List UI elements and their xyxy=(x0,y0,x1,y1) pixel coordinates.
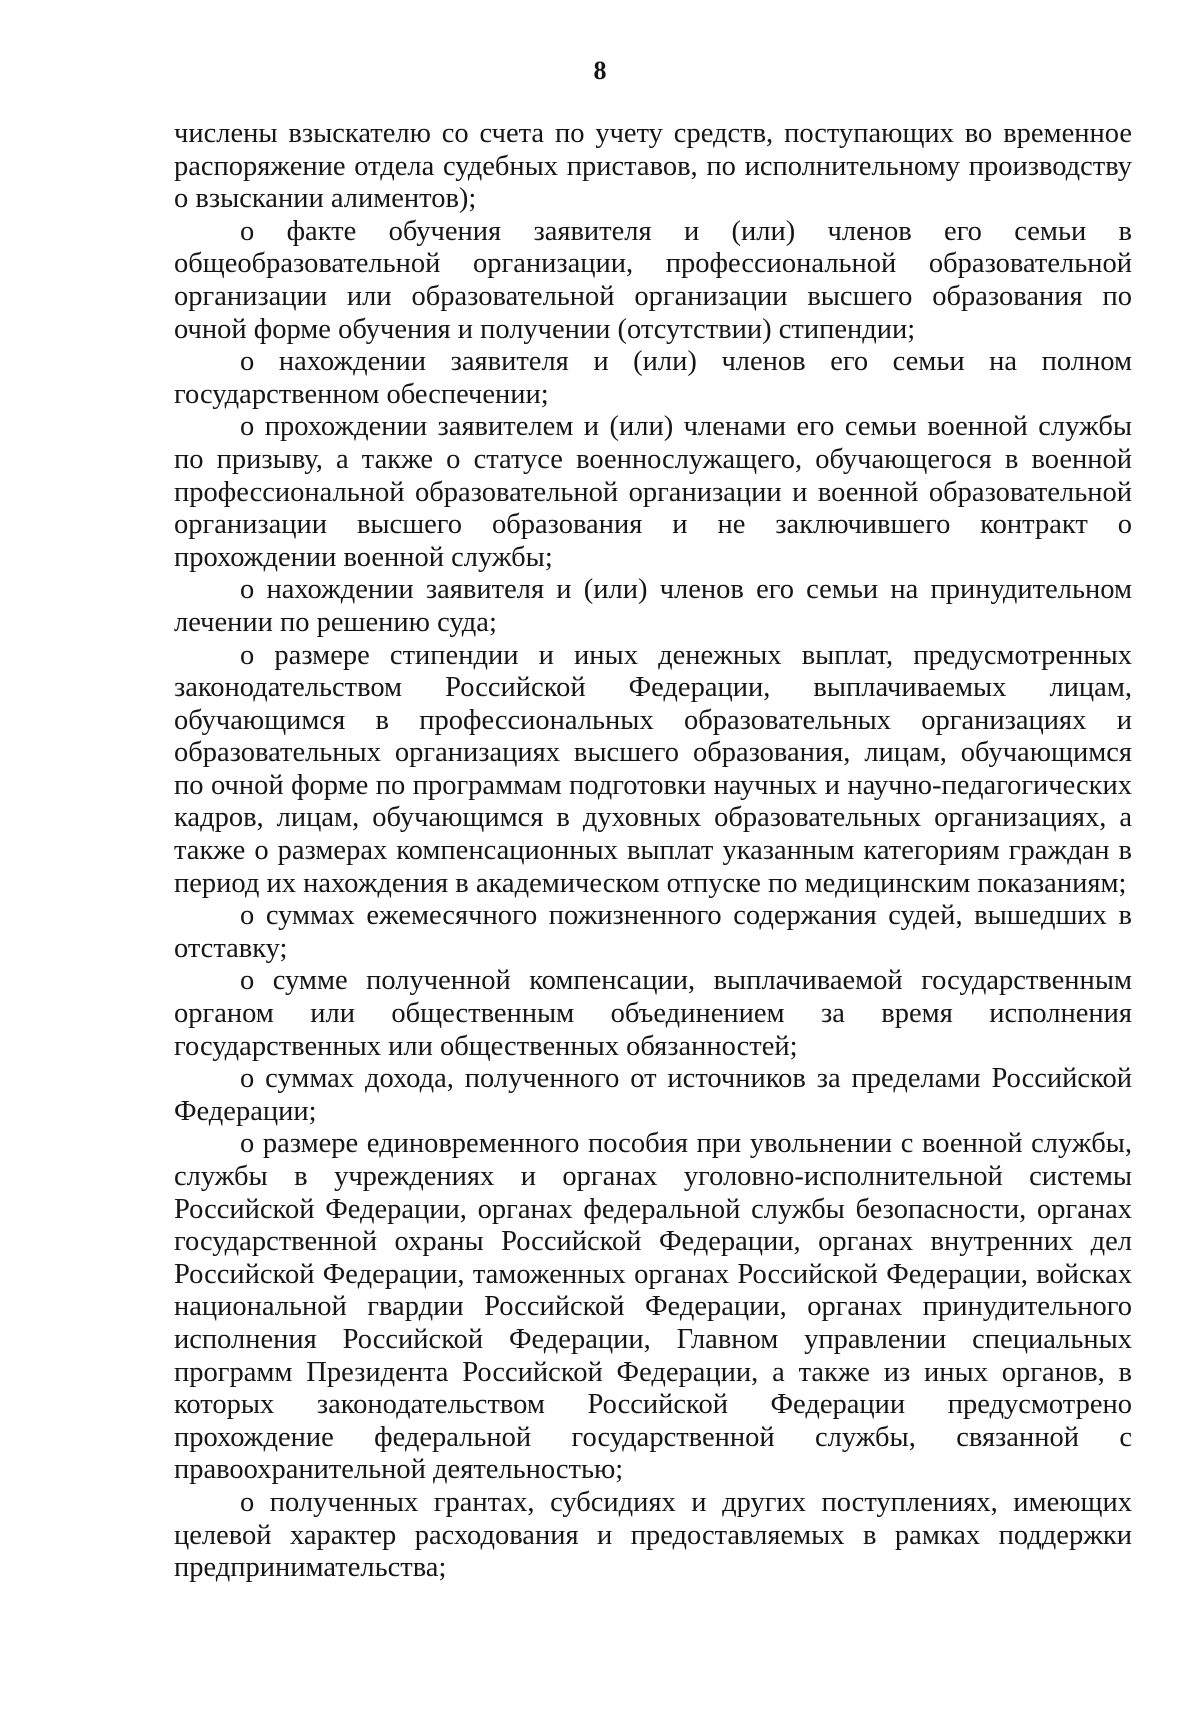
document-body xyxy=(174,118,1132,1585)
paragraph-compulsory-treatment: о нахождении заявителя и (или) членов его семьи на принудительном лечении по решению суда; xyxy=(174,574,1132,638)
paragraph-compensation: о сумме полученной компенсации, выплачиваемой государственным органом или общественным объединением за время исполнения государственных или общественных обязанностей; xyxy=(174,965,1132,1062)
paragraph-military-service: о прохождении заявителем и (или) членами его семьи военной службы по призыву, а также о статусе военнослужащего, обучающегося в военной профессиональной образовательной организации и военной образовательной организации высшего образования и не заключившего контракт о прохождении военной службы; xyxy=(174,411,1132,573)
paragraph-severance-allowance: о размере единовременного пособия при увольнении с военной службы, службы в учреждениях и органах уголовно-исполнительной системы Российской Федерации, органах федеральной службы безопасности, органах государственной охраны Российской Федерации, органах внутренних дел Российской Федерации, таможенных органах Российской Федерации, войсках национальной гвардии Российской Федерации, органах принудительного исполнения Российской Федерации, Главном управлении специальных программ Президента Российской Федерации, а также из иных органов, в которых законодательством Российской Федерации предусмотрено прохождение федеральной государственной службы, связанной с правоохранительной деятельностью; xyxy=(174,1128,1132,1486)
paragraph-continuation: числены взыскателю со счета по учету средств, поступающих во временное распоряжение отдела судебных приставов, по исполнительному производству о взыскании алиментов); xyxy=(174,118,1132,215)
paragraph-education-fact: о факте обучения заявителя и (или) членов его семьи в общеобразовательной организации, профессиональной образовательной организации или образовательной организации высшего образования по очной форме обучения и получении (отсутствии) стипендии; xyxy=(174,215,1132,345)
paragraph-judges-allowance: о суммах ежемесячного пожизненного содержания судей, вышедших в отставку; xyxy=(174,900,1132,964)
paragraph-stipend-amount: о размере стипендии и иных денежных выплат, предусмотренных законодательством Российской Федерации, выплачиваемых лицам, обучающимся в профессиональных образовательных организациях и образовательных организациях высшего образования, лицам, обучающимся по очной форме по программам подготовки научных и научно-педагогических кадров, лицам, обучающимся в духовных образовательных организациях, а также о размерах компенсационных выплат указанным категориям граждан в период их нахождения в академическом отпуске по медицинским показаниям; xyxy=(174,639,1132,899)
paragraph-state-support: о нахождении заявителя и (или) членов его семьи на полном государственном обеспечении; xyxy=(174,346,1132,410)
paragraph-grants-subsidies: о полученных грантах, субсидиях и других поступлениях, имеющих целевой характер расходования и предоставляемых в рамках поддержки предпринимательства; xyxy=(174,1486,1132,1584)
paragraph-foreign-income: о суммах дохода, полученного от источников за пределами Российской Федерации; xyxy=(174,1063,1132,1127)
page-number: 8 xyxy=(593,56,607,85)
